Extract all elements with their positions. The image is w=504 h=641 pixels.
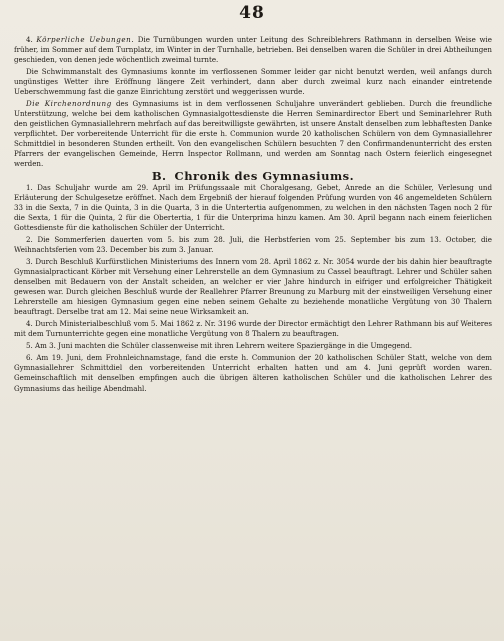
section-heading-title: Chronik des Gymnasiums.	[174, 169, 355, 184]
paragraph-emphasis: Körperliche Uebungen.	[36, 35, 135, 44]
paragraph-kirchenordnung	[14, 99, 492, 169]
chronik-item-1: 1. Das Schuljahr wurde am 29. April im Prüfungssaale mit Choralgesang, Gebet, Anrede an die Schüler, Verlesung und Erläuterung der Schulgesetze eröffnet. Nach dem Ergebniß der hierauf folgenden Prüfung wurden von 46 angemeldeten Schülern 33 in die Sexta, 7 in die Quinta, 3 in die Quarta, 3 in die Untertertia aufgenommen, zu welchen in den nächsten Tagen noch 2 für die Sexta, 1 für die Quinta, 2 für die Obertertia, 1 für die Unterprima hinzu kamen. Am 30. April begann nach einem feierlichen Gottesdienste für die katholischen Schüler der Unterricht.	[14, 183, 492, 233]
chronik-item-5: 5. Am 3. Juni machten die Schüler classenweise mit ihren Lehrern weitere Spaziergänge in die Umgegend.	[26, 341, 413, 351]
paragraph-schwimmanstalt	[14, 67, 492, 97]
paragraph-text: Die Turnübungen wurden unter Leitung des Schreiblehrers Rathmann in derselben Weise wie früher, im Sommer auf dem Turnplatz, im Winter in der Turnhalle, betrieben. Bei denselben waren die Schüler in drei Abtheilungen geschieden, von denen jede wöchentlich zweimal turnte.	[14, 35, 492, 65]
paragraph-text: des Gymnasiums ist in dem verflossenen Schuljahre unverändert geblieben. Durch die freundliche Unterstützung, welche bei dem katholischen Gymnasialgottesdienste die Herren Seminardirector Ebert und Seminarlehrer Ruth den geistlichen Gymnasiallehrern mehrfach auf das bereitwilligste gewährten, ist unsere Anstalt denselben zum lebhaftesten Danke verpflichtet. Der vorbereitende Unterricht für die erste h. Communion wurde 20 katholischen Schülern von dem Gymnasiallehrer Schmittdiel in besonderen Stunden ertheilt. Von den evangelischen Schülern besuchten 7 den Confirmandenunterricht des ersten Pfarrers der evangelischen Gemeinde, Herrn Inspector Rollmann, und werden am Sonntag nach Ostern feierlich eingesegnet werden.	[14, 99, 492, 169]
paragraph-text: Die Schwimmanstalt des Gymnasiums konnte im verflossenen Sommer leider gar nicht benutzt werden, weil anfangs durch ungünstiges Wetter ihre Eröffnung längere Zeit verhindert, dann aber durch zweimal kurz nach einander eintretende Ueberschwemmung fast die ganze Einrichtung zerstört und weggerissen wurde.	[14, 67, 492, 97]
chronik-item-4: 4. Durch Ministerialbeschluß vom 5. Mai 1862 z. Nr. 3196 wurde der Director ermächtigt den Lehrer Rathmann bis auf Weiteres mit dem Turnunterrichte gegen eine monatliche Vergütung von 8 Thalern zu beauftragen.	[14, 319, 492, 339]
paragraph-lead: 4.	[26, 35, 37, 44]
page-number: 48	[239, 3, 265, 23]
chronik-item-6: 6. Am 19. Juni, dem Frohnleichnamstage, fand die erste h. Communion der 20 katholischen Schüler Statt, welche von dem Gymnasiallehrer Schmittdiel den vorbereitenden Unterricht erhalten hatten und am 4. Juni geprüft worden waren. Gemeinschaftlich mit denselben empfingen auch die übrigen älteren katholischen Schüler und die katholischen Lehrer des Gymnasiums das heilige Abendmahl.	[14, 353, 492, 393]
section-heading-number: B.	[151, 169, 167, 184]
section-heading-chronik	[14, 169, 492, 183]
paragraph-koerperliche-uebungen	[14, 35, 492, 65]
chronik-item-2: 2. Die Sommerferien dauerten vom 5. bis zum 28. Juli, die Herbstferien vom 25. September bis zum 13. October, die Weihnachtsferien vom 23. December bis zum 3. Januar.	[14, 235, 492, 255]
paragraph-emphasis: Die Kirchenordnung	[26, 99, 112, 109]
page-body	[14, 35, 492, 394]
chronik-item-3: 3. Durch Beschluß Kurfürstlichen Ministeriums des Innern vom 28. April 1862 z. Nr. 3054 wurde der bis dahin hier beauftragte Gymnasialpracticant Körber mit Versehung einer Lehrerstelle an dem Gymnasium zu Cassel beauftragt. Lehrer und Schüler sahen denselben mit Bedauern von der Anstalt scheiden, an welcher er vier Jahre hindurch in eifriger und erfolgreicher Thätigkeit gewesen war. Durch gleichen Beschluß wurde der Reallehrer Pfarrer Breunung zu Marburg mit der einstweiligen Versehung einer Lehrerstelle am hiesigen Gymnasium gegen eine neben seinem Gehalte zu beziehende monatliche Vergütung von 30 Thalern beauftragt. Derselbe trat am 12. Mai seine neue Wirksamkeit an.	[14, 257, 492, 317]
